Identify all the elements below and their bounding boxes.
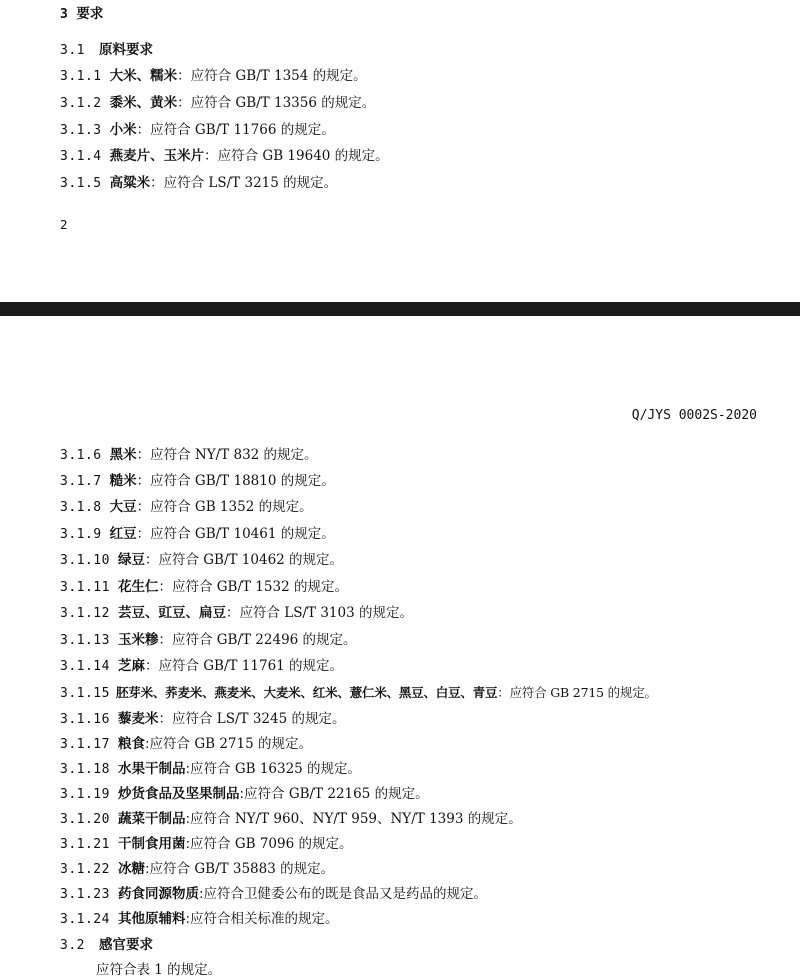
clause-number: 3.1.13	[60, 633, 110, 648]
clause-separator: ：	[144, 552, 159, 568]
clause-number: 3.1.17	[60, 737, 110, 752]
clause-separator: ：	[136, 447, 151, 463]
clause-separator: ：	[177, 95, 191, 111]
clause-desc: 应符合 GB/T 1532 的规定。	[171, 579, 348, 595]
clause-number: 3.1.22	[60, 862, 110, 877]
clause-3-1-16	[60, 710, 345, 729]
clause-desc: 应符合表 1 的规定。	[96, 962, 222, 978]
clause-number: 3.1.15	[60, 686, 110, 701]
clause-term: 干制食用菌	[117, 836, 186, 852]
clause-desc: 应符合 GB/T 11761 的规定。	[158, 658, 344, 674]
clause-3-1-20	[60, 810, 522, 829]
clause-3-1-21	[60, 835, 352, 854]
clause-separator: :	[185, 761, 191, 777]
section-3-1-heading	[60, 41, 153, 60]
clause-number: 3.1.19	[60, 787, 110, 802]
clause-desc: 应符合 GB/T 22165 的规定。	[244, 786, 429, 802]
clause-separator: ：	[225, 605, 240, 621]
clause-3-1-18	[60, 760, 361, 779]
clause-term: 高粱米	[109, 175, 151, 191]
clause-term: 水果干制品	[117, 761, 186, 777]
clause-term: 大米、糯米	[109, 68, 178, 84]
clause-term: 粮食	[117, 736, 145, 752]
clause-3-1-8	[60, 498, 313, 517]
document-code: Q/JYS 0002S-2020	[631, 408, 757, 423]
clause-desc: 应符合 GB/T 13356 的规定。	[190, 95, 376, 111]
clause-3-1-6	[60, 446, 318, 465]
clause-desc: 应符合 GB 19640 的规定。	[217, 148, 389, 164]
clause-3-1-17	[60, 735, 312, 754]
clause-number: 3.1.10	[60, 553, 110, 568]
clause-desc: 应符合 GB/T 10462 的规定。	[158, 552, 344, 568]
clause-term: 燕麦片、玉米片	[109, 148, 205, 164]
clause-separator: ：	[158, 711, 172, 727]
clause-separator: :	[239, 786, 245, 802]
clause-desc: 应符合 GB 1352 的规定。	[150, 499, 313, 515]
clause-desc: 应符合相关标准的规定。	[190, 911, 339, 927]
clause-3-1-15	[60, 684, 657, 703]
clause-3-1-19	[60, 785, 429, 804]
clause-term: 藜麦米	[117, 711, 159, 727]
clause-separator: ：	[204, 148, 218, 164]
clause-3-1-12	[60, 604, 413, 623]
clause-3-1-22	[60, 860, 334, 879]
clause-number: 3.1.21	[60, 837, 110, 852]
clause-number: 3.1.7	[60, 474, 102, 489]
clause-term: 芝麻	[117, 658, 145, 674]
clause-term: 小米	[109, 122, 137, 138]
clause-number: 3.1.1	[60, 69, 102, 84]
clause-separator: ：	[158, 632, 172, 648]
section-title: 原料要求	[98, 42, 153, 58]
page-top	[0, 0, 800, 302]
section-number: 3.1	[60, 43, 85, 58]
clause-desc: 应符合 GB/T 22496 的规定。	[171, 632, 357, 648]
clause-number: 3.1.5	[60, 176, 102, 191]
clause-3-1-9	[60, 525, 335, 544]
clause-desc: 应符合 GB 7096 的规定。	[190, 836, 353, 852]
clause-term: 红豆	[109, 526, 137, 542]
clause-separator: :	[144, 861, 150, 877]
clause-desc: 应符合 NY/T 960、NY/T 959、NY/T 1393 的规定。	[190, 811, 522, 827]
clause-desc: 应符合 LS/T 3103 的规定。	[239, 605, 413, 621]
section-3-2-heading	[60, 936, 153, 955]
clause-number: 3.1.4	[60, 149, 102, 164]
clause-term: 冰糖	[117, 861, 145, 877]
clause-separator: :	[198, 886, 204, 902]
clause-desc: 应符合 GB 16325 的规定。	[190, 761, 362, 777]
clause-3-1-13	[60, 631, 357, 650]
clause-number: 3.1.3	[60, 123, 102, 138]
table-reference-line	[96, 961, 221, 979]
page-divider	[0, 302, 800, 316]
clause-number: 3.1.2	[60, 96, 102, 111]
clause-desc: 应符合 LS/T 3215 的规定。	[163, 175, 338, 191]
section-number: 3	[60, 7, 69, 22]
clause-term: 糙米	[109, 473, 137, 489]
clause-desc: 应符合 GB 2715 的规定。	[149, 736, 312, 752]
clause-number: 3.1.12	[60, 606, 110, 621]
clause-number: 3.1.8	[60, 500, 102, 515]
clause-desc: 应符合 LS/T 3245 的规定。	[171, 711, 346, 727]
clause-3-1-3	[60, 121, 335, 140]
clause-separator: :	[144, 736, 150, 752]
clause-separator: :	[185, 811, 191, 827]
clause-3-1-2	[60, 94, 375, 113]
clause-separator: ：	[136, 526, 151, 542]
clause-term: 蔬菜干制品	[117, 811, 186, 827]
clause-number: 3.1.18	[60, 762, 110, 777]
clause-3-1-24	[60, 910, 339, 929]
clause-number: 3.1.23	[60, 887, 110, 902]
clause-3-1-14	[60, 657, 343, 676]
clause-separator: :	[185, 911, 191, 927]
clause-3-1-4	[60, 147, 389, 166]
clause-term: 绿豆	[117, 552, 145, 568]
clause-separator: ：	[150, 175, 164, 191]
clause-term: 炒货食品及坚果制品	[117, 786, 240, 802]
clause-desc: 应符合 GB/T 11766 的规定。	[150, 122, 335, 138]
clause-term: 大豆	[109, 499, 137, 515]
clause-desc: 应符合卫健委公布的既是食品又是药品的规定。	[203, 886, 488, 902]
clause-number: 3.1.24	[60, 912, 110, 927]
clause-number: 3.1.6	[60, 448, 102, 463]
clause-separator: ：	[136, 499, 151, 515]
section-title: 要求	[76, 6, 104, 22]
clause-number: 3.1.14	[60, 659, 110, 674]
clause-desc: 应符合 GB/T 35883 的规定。	[149, 861, 335, 877]
clause-separator: ：	[497, 685, 510, 700]
clause-term: 玉米糁	[117, 632, 159, 648]
clause-separator: ：	[177, 68, 191, 84]
clause-separator: ：	[158, 579, 172, 595]
page-number: 2	[60, 217, 68, 232]
clause-desc: 应符合 GB 2715 的规定。	[509, 685, 657, 700]
clause-separator: :	[185, 836, 191, 852]
clause-desc: 应符合 GB/T 10461 的规定。	[150, 526, 335, 542]
clause-3-1-11	[60, 578, 348, 597]
clause-number: 3.1.20	[60, 812, 110, 827]
clause-desc: 应符合 GB/T 18810 的规定。	[150, 473, 335, 489]
clause-separator: ：	[136, 473, 151, 489]
clause-number: 3.1.11	[60, 580, 110, 595]
clause-term: 花生仁	[117, 579, 159, 595]
clause-desc: 应符合 GB/T 1354 的规定。	[190, 68, 367, 84]
clause-term: 胚芽米、荞麦米、燕麦米、大麦米、红米、薏仁米、黑豆、白豆、青豆	[115, 685, 498, 700]
clause-3-1-1	[60, 67, 367, 86]
clause-term: 其他原辅料	[117, 911, 186, 927]
section-number: 3.2	[60, 938, 85, 953]
section-3-heading	[60, 5, 103, 24]
clause-3-1-23	[60, 885, 487, 904]
clause-desc: 应符合 NY/T 832 的规定。	[150, 447, 318, 463]
clause-term: 药食同源物质	[117, 886, 199, 902]
clause-number: 3.1.9	[60, 527, 102, 542]
clause-3-1-5	[60, 174, 337, 193]
clause-3-1-10	[60, 551, 343, 570]
clause-number: 3.1.16	[60, 712, 110, 727]
clause-term: 黍米、黄米	[109, 95, 178, 111]
clause-separator: ：	[144, 658, 159, 674]
clause-3-1-7	[60, 472, 335, 491]
clause-term: 芸豆、豇豆、扁豆	[117, 605, 226, 621]
clause-term: 黑米	[109, 447, 137, 463]
section-title: 感官要求	[98, 937, 153, 953]
clause-separator: ：	[136, 122, 151, 138]
